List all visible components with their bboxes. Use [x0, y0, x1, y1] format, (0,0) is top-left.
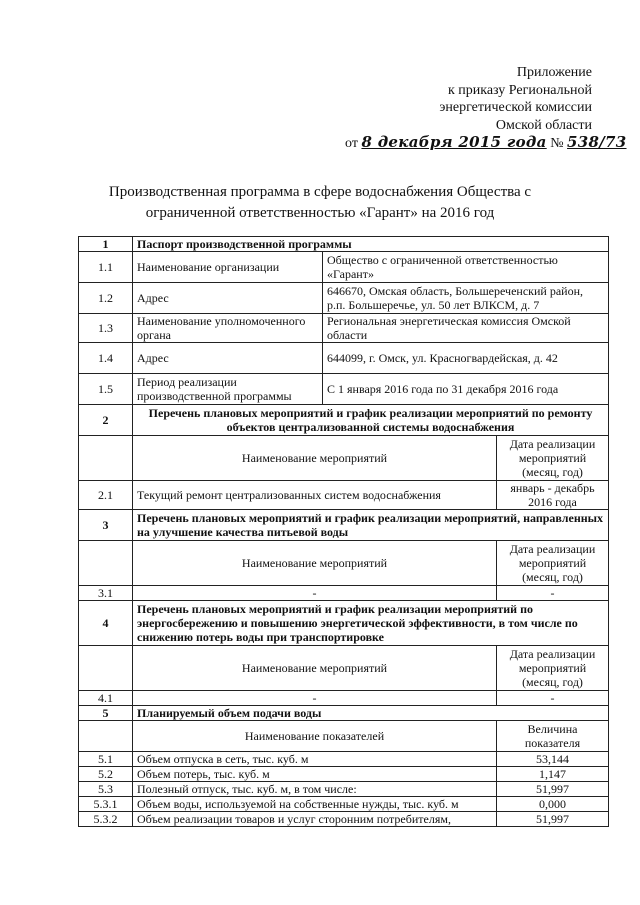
row-number: 3.1	[79, 586, 133, 601]
row-value: С 1 января 2016 года по 31 декабря 2016 года	[323, 374, 609, 405]
table-row	[79, 541, 609, 586]
row-number: 5.2	[79, 767, 133, 782]
appendix-line: Омской области	[495, 117, 592, 133]
table-row	[79, 767, 609, 782]
row-value: Общество с ограниченной ответственностью «Гарант»	[323, 252, 609, 283]
section-number: 5	[79, 706, 133, 721]
column-header: Наименование мероприятий	[133, 436, 497, 481]
row-name: Полезный отпуск, тыс. куб. м, в том числе:	[133, 782, 497, 797]
table-row	[79, 405, 609, 436]
document-title	[60, 182, 580, 224]
table-row	[79, 283, 609, 314]
row-number: 1.1	[79, 252, 133, 283]
section-title: Паспорт производственной программы	[133, 237, 609, 252]
row-name: -	[133, 586, 497, 601]
table-row	[79, 752, 609, 767]
column-header: Дата реализации мероприятий (месяц, год)	[497, 541, 609, 586]
table-row	[79, 586, 609, 601]
table-row	[79, 314, 609, 343]
title-line: Производственная программа в сфере водоснабжения Общества с	[108, 184, 532, 200]
order-reference	[345, 133, 627, 152]
row-name: Объем реализации товаров и услуг сторонним потребителям,	[133, 812, 497, 827]
section-title: Перечень плановых мероприятий и график реализации мероприятий по энергосбережению и повышению энергетической эффективности, в том числе по снижению потерь воды при транспортировке	[133, 601, 609, 646]
row-value: 644099, г. Омск, ул. Красногвардейская, д. 42	[323, 343, 609, 374]
column-header: Величина показателя	[497, 721, 609, 752]
column-header: Дата реализации мероприятий (месяц, год)	[497, 646, 609, 691]
appendix-block	[439, 64, 592, 134]
row-value: 53,144	[497, 752, 609, 767]
empty-cell	[79, 436, 133, 481]
row-name: Объем отпуска в сеть, тыс. куб. м	[133, 752, 497, 767]
column-header: Наименование мероприятий	[133, 541, 497, 586]
title-line: ограниченной ответственностью «Гарант» на 2016 год	[145, 205, 495, 221]
table-row	[79, 343, 609, 374]
order-number-handwritten: 538/73	[567, 133, 627, 151]
row-value: Региональная энергетическая комиссия Омской области	[323, 314, 609, 343]
row-date: -	[497, 691, 609, 706]
order-date-handwritten: 8 декабря 2015 года	[361, 133, 547, 151]
row-name: Объем потерь, тыс. куб. м	[133, 767, 497, 782]
order-number-label: №	[550, 136, 564, 151]
row-number: 5.3	[79, 782, 133, 797]
row-date: -	[497, 586, 609, 601]
row-name: Объем воды, используемой на собственные нужды, тыс. куб. м	[133, 797, 497, 812]
table-row	[79, 691, 609, 706]
table-row	[79, 436, 609, 481]
row-date: январь - декабрь 2016 года	[497, 481, 609, 510]
row-value: 1,147	[497, 767, 609, 782]
row-value: 646670, Омская область, Большереченский район, р.п. Большеречье, ул. 50 лет ВЛКСМ, д. 7	[323, 283, 609, 314]
column-header: Дата реализации мероприятий (месяц, год)	[497, 436, 609, 481]
order-prefix: от	[345, 136, 358, 151]
empty-cell	[79, 721, 133, 752]
row-number: 1.3	[79, 314, 133, 343]
appendix-line: энергетической комиссии	[439, 100, 592, 115]
table-row	[79, 237, 609, 252]
row-number: 2.1	[79, 481, 133, 510]
row-label: Адрес	[133, 343, 323, 374]
row-number: 1.2	[79, 283, 133, 314]
section-title: Перечень плановых мероприятий и график реализации мероприятий по ремонту объектов централизованной системы водоснабжения	[133, 405, 609, 436]
table-row	[79, 481, 609, 510]
table-row	[79, 812, 609, 827]
row-label: Адрес	[133, 283, 323, 314]
section-number: 1	[79, 237, 133, 252]
empty-cell	[79, 646, 133, 691]
row-number: 1.5	[79, 374, 133, 405]
row-number: 5.3.2	[79, 812, 133, 827]
table-row	[79, 601, 609, 646]
row-label: Период реализации производственной программы	[133, 374, 323, 405]
row-label: Наименование организации	[133, 252, 323, 283]
appendix-line: Приложение	[516, 65, 592, 80]
row-name: Текущий ремонт централизованных систем водоснабжения	[133, 481, 497, 510]
column-header: Наименование показателей	[133, 721, 497, 752]
row-number: 5.3.1	[79, 797, 133, 812]
row-number: 4.1	[79, 691, 133, 706]
section-number: 4	[79, 601, 133, 646]
empty-cell	[79, 541, 133, 586]
row-value: 0,000	[497, 797, 609, 812]
table-row	[79, 252, 609, 283]
table-row	[79, 646, 609, 691]
table-row	[79, 797, 609, 812]
table-row	[79, 374, 609, 405]
table-row	[79, 706, 609, 721]
row-label: Наименование уполномоченного органа	[133, 314, 323, 343]
row-number: 5.1	[79, 752, 133, 767]
row-name: -	[133, 691, 497, 706]
section-number: 2	[79, 405, 133, 436]
section-title: Планируемый объем подачи воды	[133, 706, 609, 721]
section-title: Перечень плановых мероприятий и график реализации мероприятий, направленных на улучшение качества питьевой воды	[133, 510, 609, 541]
row-value: 51,997	[497, 812, 609, 827]
row-number: 1.4	[79, 343, 133, 374]
row-value: 51,997	[497, 782, 609, 797]
section-number: 3	[79, 510, 133, 541]
production-program-table	[78, 236, 609, 827]
appendix-line: к приказу Региональной	[447, 82, 592, 98]
table-row	[79, 510, 609, 541]
table-row	[79, 721, 609, 752]
column-header: Наименование мероприятий	[133, 646, 497, 691]
table-row	[79, 782, 609, 797]
